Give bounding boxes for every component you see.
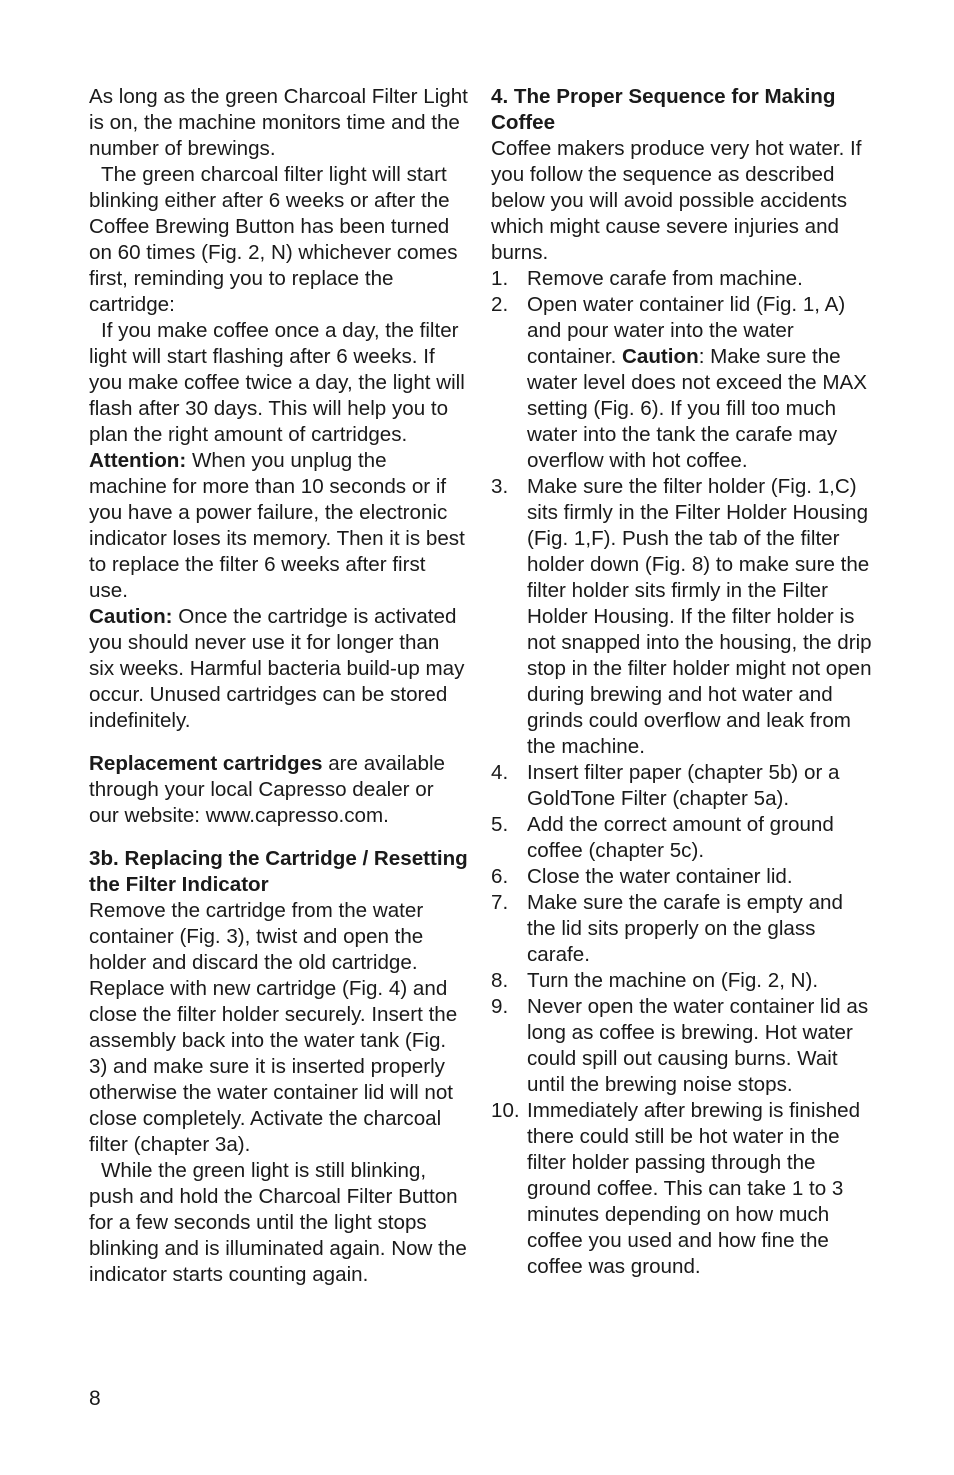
charcoal-light-paragraph: As long as the green Charcoal Filter Light is on, the machine monitors time and the number of brewings.	[89, 85, 468, 160]
left-column	[89, 84, 469, 1288]
blinking-paragraph: The green charcoal filter light will start blinking either after 6 weeks or after the Coffee Brewing Button has been turned on 60 times (Fig. 2, N) whichever comes first, reminding you to replace the cartridge:	[89, 163, 458, 316]
step-number: 8.	[491, 969, 509, 992]
caution-text: Once the cartridge is activated you should never use it for longer than six weeks. Harmful bacteria build-up may occur. Unused cartridges can be stored indefinitely.	[89, 605, 465, 732]
list-item	[491, 1098, 876, 1280]
caution-paragraph	[89, 604, 469, 734]
step-number: 3.	[491, 475, 509, 498]
step-text: Turn the machine on (Fig. 2, N).	[527, 969, 819, 992]
step-number: 1.	[491, 267, 509, 290]
step-number: 4.	[491, 761, 509, 784]
step-text: Open water container lid (Fig. 1, A) and pour water into the water container.	[527, 293, 846, 368]
list-item	[491, 968, 876, 994]
step-number: 2.	[491, 293, 509, 316]
list-item	[491, 864, 876, 890]
list-item	[491, 760, 876, 812]
step-text: Never open the water container lid as long as coffee is brewing. Hot water could spill out causing burns. Wait until the brewing noise stops.	[527, 995, 869, 1096]
replacement-paragraph	[89, 751, 469, 829]
step-number: 6.	[491, 865, 509, 888]
list-item	[491, 292, 876, 474]
attention-paragraph	[89, 448, 469, 604]
step-text: Make sure the filter holder (Fig. 1,C) sits firmly in the Filter Holder Housing (Fig. 1,F). Push the tab of the filter holder down (Fig. 8) to make sure the filter holder sits firmly in the Filter Holder Housing. If the filter holder is not snapped into the housing, the drip stop in the filter holder might not open during brewing and hot water and grinds could overflow and leak from the machine.	[527, 475, 872, 758]
steps-list	[491, 266, 876, 1280]
attention-text: When you unplug the machine for more than 10 seconds or if you have a power failure, the electronic indicator loses its memory. Then it is best to replace the filter 6 weeks after first use.	[89, 449, 465, 602]
step-text: Add the correct amount of ground coffee (chapter 5c).	[527, 813, 834, 862]
list-item	[491, 994, 876, 1098]
section-3b-heading: 3b. Replacing the Cartridge / Resetting the Filter Indicator	[89, 847, 468, 896]
attention-label: Attention:	[89, 449, 187, 472]
usage-paragraph: If you make coffee once a day, the filter light will start flashing after 6 weeks. If you make coffee twice a day, the light will flash after 30 days. This will help you to plan the right amount of cartridges.	[89, 319, 465, 446]
list-item	[491, 890, 876, 968]
section-3b-reset: While the green light is still blinking, push and hold the Charcoal Filter Button for a few seconds until the light stops blinking and is illuminated again. Now the indicator starts counting again.	[89, 1159, 467, 1286]
list-item	[491, 812, 876, 864]
page-number: 8	[89, 1387, 101, 1410]
section-3b-instructions: Remove the cartridge from the water container (Fig. 3), twist and open the holder and discard the old cartridge. Replace with new cartridge (Fig. 4) and close the filter holder securely. Insert the assembly back into the water tank (Fig. 3) and make sure it is inserted properly otherwise the water container lid will not close completely. Activate the charcoal filter (chapter 3a).	[89, 899, 458, 1156]
step-text: Remove carafe from machine.	[527, 267, 803, 290]
step-number: 7.	[491, 891, 509, 914]
right-column	[491, 84, 876, 1280]
replacement-text: are available through your local Capresso dealer or our website: www.capresso.com.	[89, 752, 445, 827]
step-text: Make sure the carafe is empty and the lid sits properly on the glass carafe.	[527, 891, 843, 966]
step-text: Close the water container lid.	[527, 865, 793, 888]
list-item	[491, 266, 876, 292]
step-text: Insert filter paper (chapter 5b) or a GoldTone Filter (chapter 5a).	[527, 761, 840, 810]
section-4-intro: Coffee makers produce very hot water. If you follow the sequence as described below you will avoid possible accidents which might cause severe injuries and burns.	[491, 137, 862, 264]
step-caution-label: Caution	[622, 345, 699, 368]
step-number: 10.	[491, 1099, 520, 1122]
list-item	[491, 474, 876, 760]
replacement-label: Replacement cartridges	[89, 752, 323, 775]
step-text-continued: : Make sure the water level does not exceed the MAX setting (Fig. 6). If you fill too much water into the tank the carafe may overflow with hot coffee.	[527, 345, 867, 472]
step-number: 5.	[491, 813, 509, 836]
caution-label: Caution:	[89, 605, 173, 628]
step-number: 9.	[491, 995, 509, 1018]
step-text: Immediately after brewing is finished there could still be hot water in the filter holder passing through the ground coffee. This can take 1 to 3 minutes depending on how much coffee you used and how fine the coffee was ground.	[527, 1099, 861, 1278]
section-4-heading: 4. The Proper Sequence for Making Coffee	[491, 85, 836, 134]
